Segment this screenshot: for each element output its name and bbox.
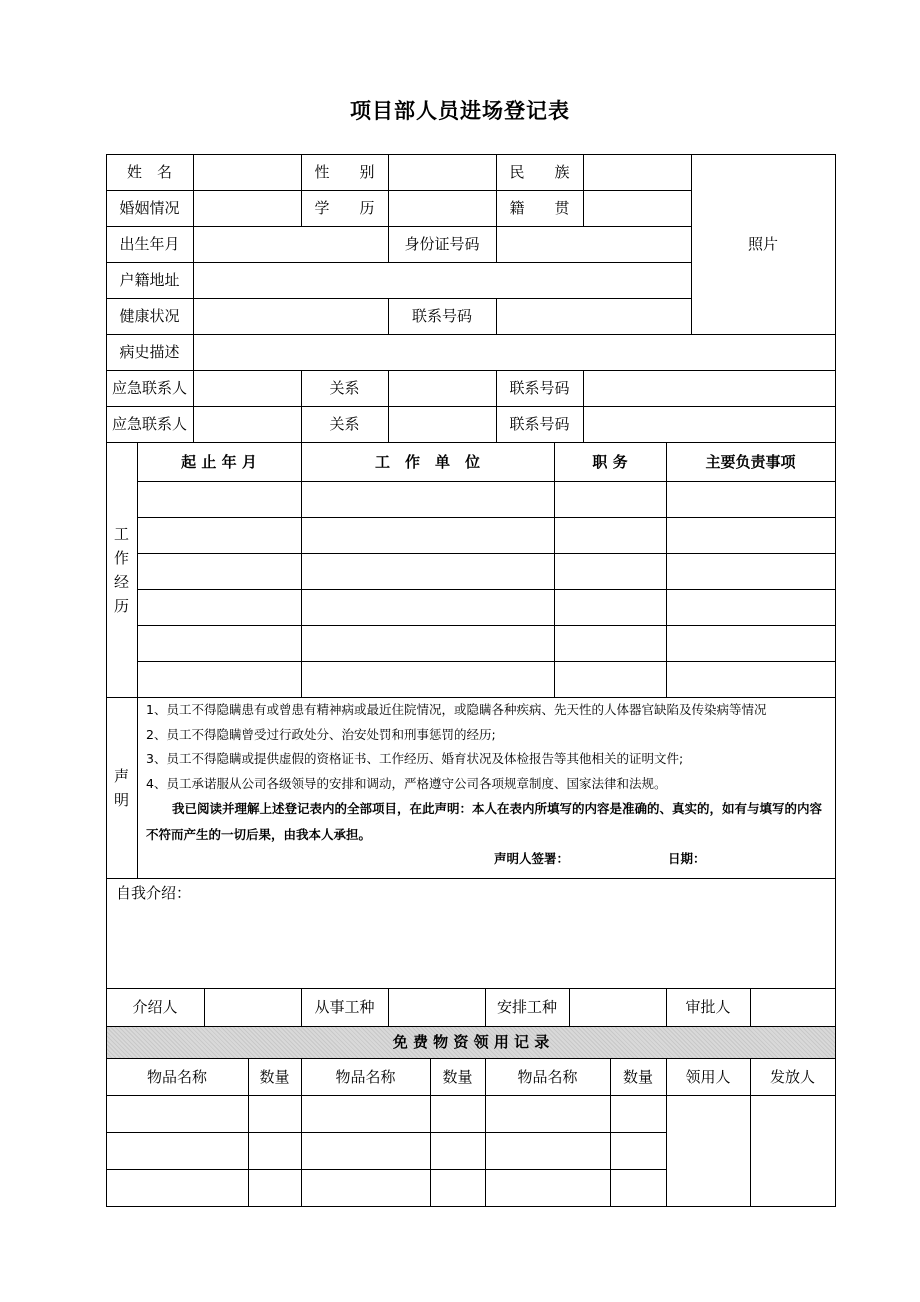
declaration-item-4: 4、员工承诺服从公司各级领导的安排和调动，严格遵守公司各项规章制度、国家法律和法规。: [146, 775, 667, 791]
label-name: 姓 名: [126, 163, 172, 181]
name-field[interactable]: [193, 154, 301, 190]
supplies-header-qty-1: 数量: [259, 1067, 290, 1086]
self-intro-label: 自我介绍：: [116, 884, 192, 902]
label-gender: 性 别: [314, 163, 375, 181]
phone-field[interactable]: [496, 298, 691, 334]
supplies-header-qty-3: 数量: [622, 1067, 653, 1086]
id-number-field[interactable]: [496, 226, 691, 262]
declaration-item-1: 1、员工不得隐瞒患有或曾患有精神病或最近住院情况，或隐瞒各种疾病、先天性的人体器官缺陷及传染病等情况: [146, 702, 767, 717]
supplies-header-receiver: 领用人: [685, 1067, 731, 1086]
label-contact-phone-1: 联系号码: [509, 379, 570, 397]
label-origin: 籍 贯: [509, 199, 570, 217]
signature-label: 声明人签署：: [494, 851, 570, 866]
relation-2-field[interactable]: [388, 406, 496, 442]
label-relation-2: 关系: [329, 415, 360, 433]
marital-field[interactable]: [193, 190, 301, 226]
education-field[interactable]: [388, 190, 496, 226]
household-address-field[interactable]: [193, 262, 691, 298]
label-relation-1: 关系: [329, 379, 360, 397]
job-type-field[interactable]: [388, 988, 485, 1026]
origin-field[interactable]: [583, 190, 691, 226]
supplies-header-item-3: 物品名称: [517, 1067, 578, 1086]
label-emergency-contact-1: 应急联系人: [111, 379, 187, 397]
label-ethnicity: 民 族: [509, 163, 570, 181]
emergency-contact-1-field[interactable]: [193, 370, 301, 406]
supplies-header-item-2: 物品名称: [335, 1067, 396, 1086]
work-header-period: 起 止 年 月: [181, 452, 257, 471]
supplies-header-issuer: 发放人: [769, 1067, 815, 1086]
supplies-header-qty-2: 数量: [442, 1067, 473, 1086]
gender-field[interactable]: [388, 154, 496, 190]
approver-field[interactable]: [750, 988, 835, 1026]
label-arrangement: 安排工种: [496, 998, 557, 1016]
birth-field[interactable]: [193, 226, 388, 262]
label-emergency-contact-2: 应急联系人: [111, 415, 187, 433]
work-header-duties: 主要负责事项: [705, 452, 796, 471]
contact-phone-1-field[interactable]: [583, 370, 835, 406]
supplies-title: 免 费 物 资 领 用 记 录: [392, 1033, 550, 1051]
declaration-item-3: 3、员工不得隐瞒或提供虚假的资格证书、工作经历、婚育状况及体检报告等其他相关的证明文件;: [146, 751, 684, 766]
form-title: 项目部人员进场登记表: [350, 99, 570, 123]
contact-phone-2-field[interactable]: [583, 406, 835, 442]
label-household-address: 户籍地址: [119, 271, 180, 289]
relation-1-field[interactable]: [388, 370, 496, 406]
work-history-label: 工 作 经 历: [113, 524, 129, 615]
ethnicity-field[interactable]: [583, 154, 691, 190]
label-id-number: 身份证号码: [404, 235, 480, 253]
photo-box[interactable]: 照片: [747, 235, 778, 253]
introducer-field[interactable]: [204, 988, 301, 1026]
declaration-label: 声 明: [113, 766, 129, 809]
supplies-header-item-1: 物品名称: [146, 1067, 207, 1086]
declaration-item-2: 2、员工不得隐瞒曾受过行政处分、治安处罚和刑事惩罚的经历;: [146, 726, 496, 742]
label-job-type: 从事工种: [314, 998, 375, 1016]
work-header-employer: 工 作 单 位: [374, 452, 480, 471]
label-medical-history: 病史描述: [119, 343, 180, 361]
label-phone: 联系号码: [411, 307, 472, 325]
health-field[interactable]: [193, 298, 388, 334]
declaration-text: [146, 698, 831, 848]
arrangement-field[interactable]: [569, 988, 666, 1026]
date-label: 日期：: [668, 851, 706, 866]
emergency-contact-2-field[interactable]: [193, 406, 301, 442]
declaration-statement: 我已阅读并理解上述登记表内的全部项目，在此声明：本人在表内所填写的内容是准确的、真实的，如有与填写的内容不符而产生的一切后果，由我本人承担。: [146, 801, 823, 842]
label-birth: 出生年月: [119, 235, 180, 253]
label-marital: 婚姻情况: [119, 199, 180, 217]
label-health: 健康状况: [119, 307, 180, 325]
label-introducer: 介绍人: [132, 998, 178, 1016]
label-education: 学 历: [314, 199, 375, 217]
work-header-position: 职 务: [592, 452, 628, 471]
medical-history-field[interactable]: [193, 334, 835, 370]
label-approver: 审批人: [685, 998, 731, 1016]
label-contact-phone-2: 联系号码: [509, 415, 570, 433]
